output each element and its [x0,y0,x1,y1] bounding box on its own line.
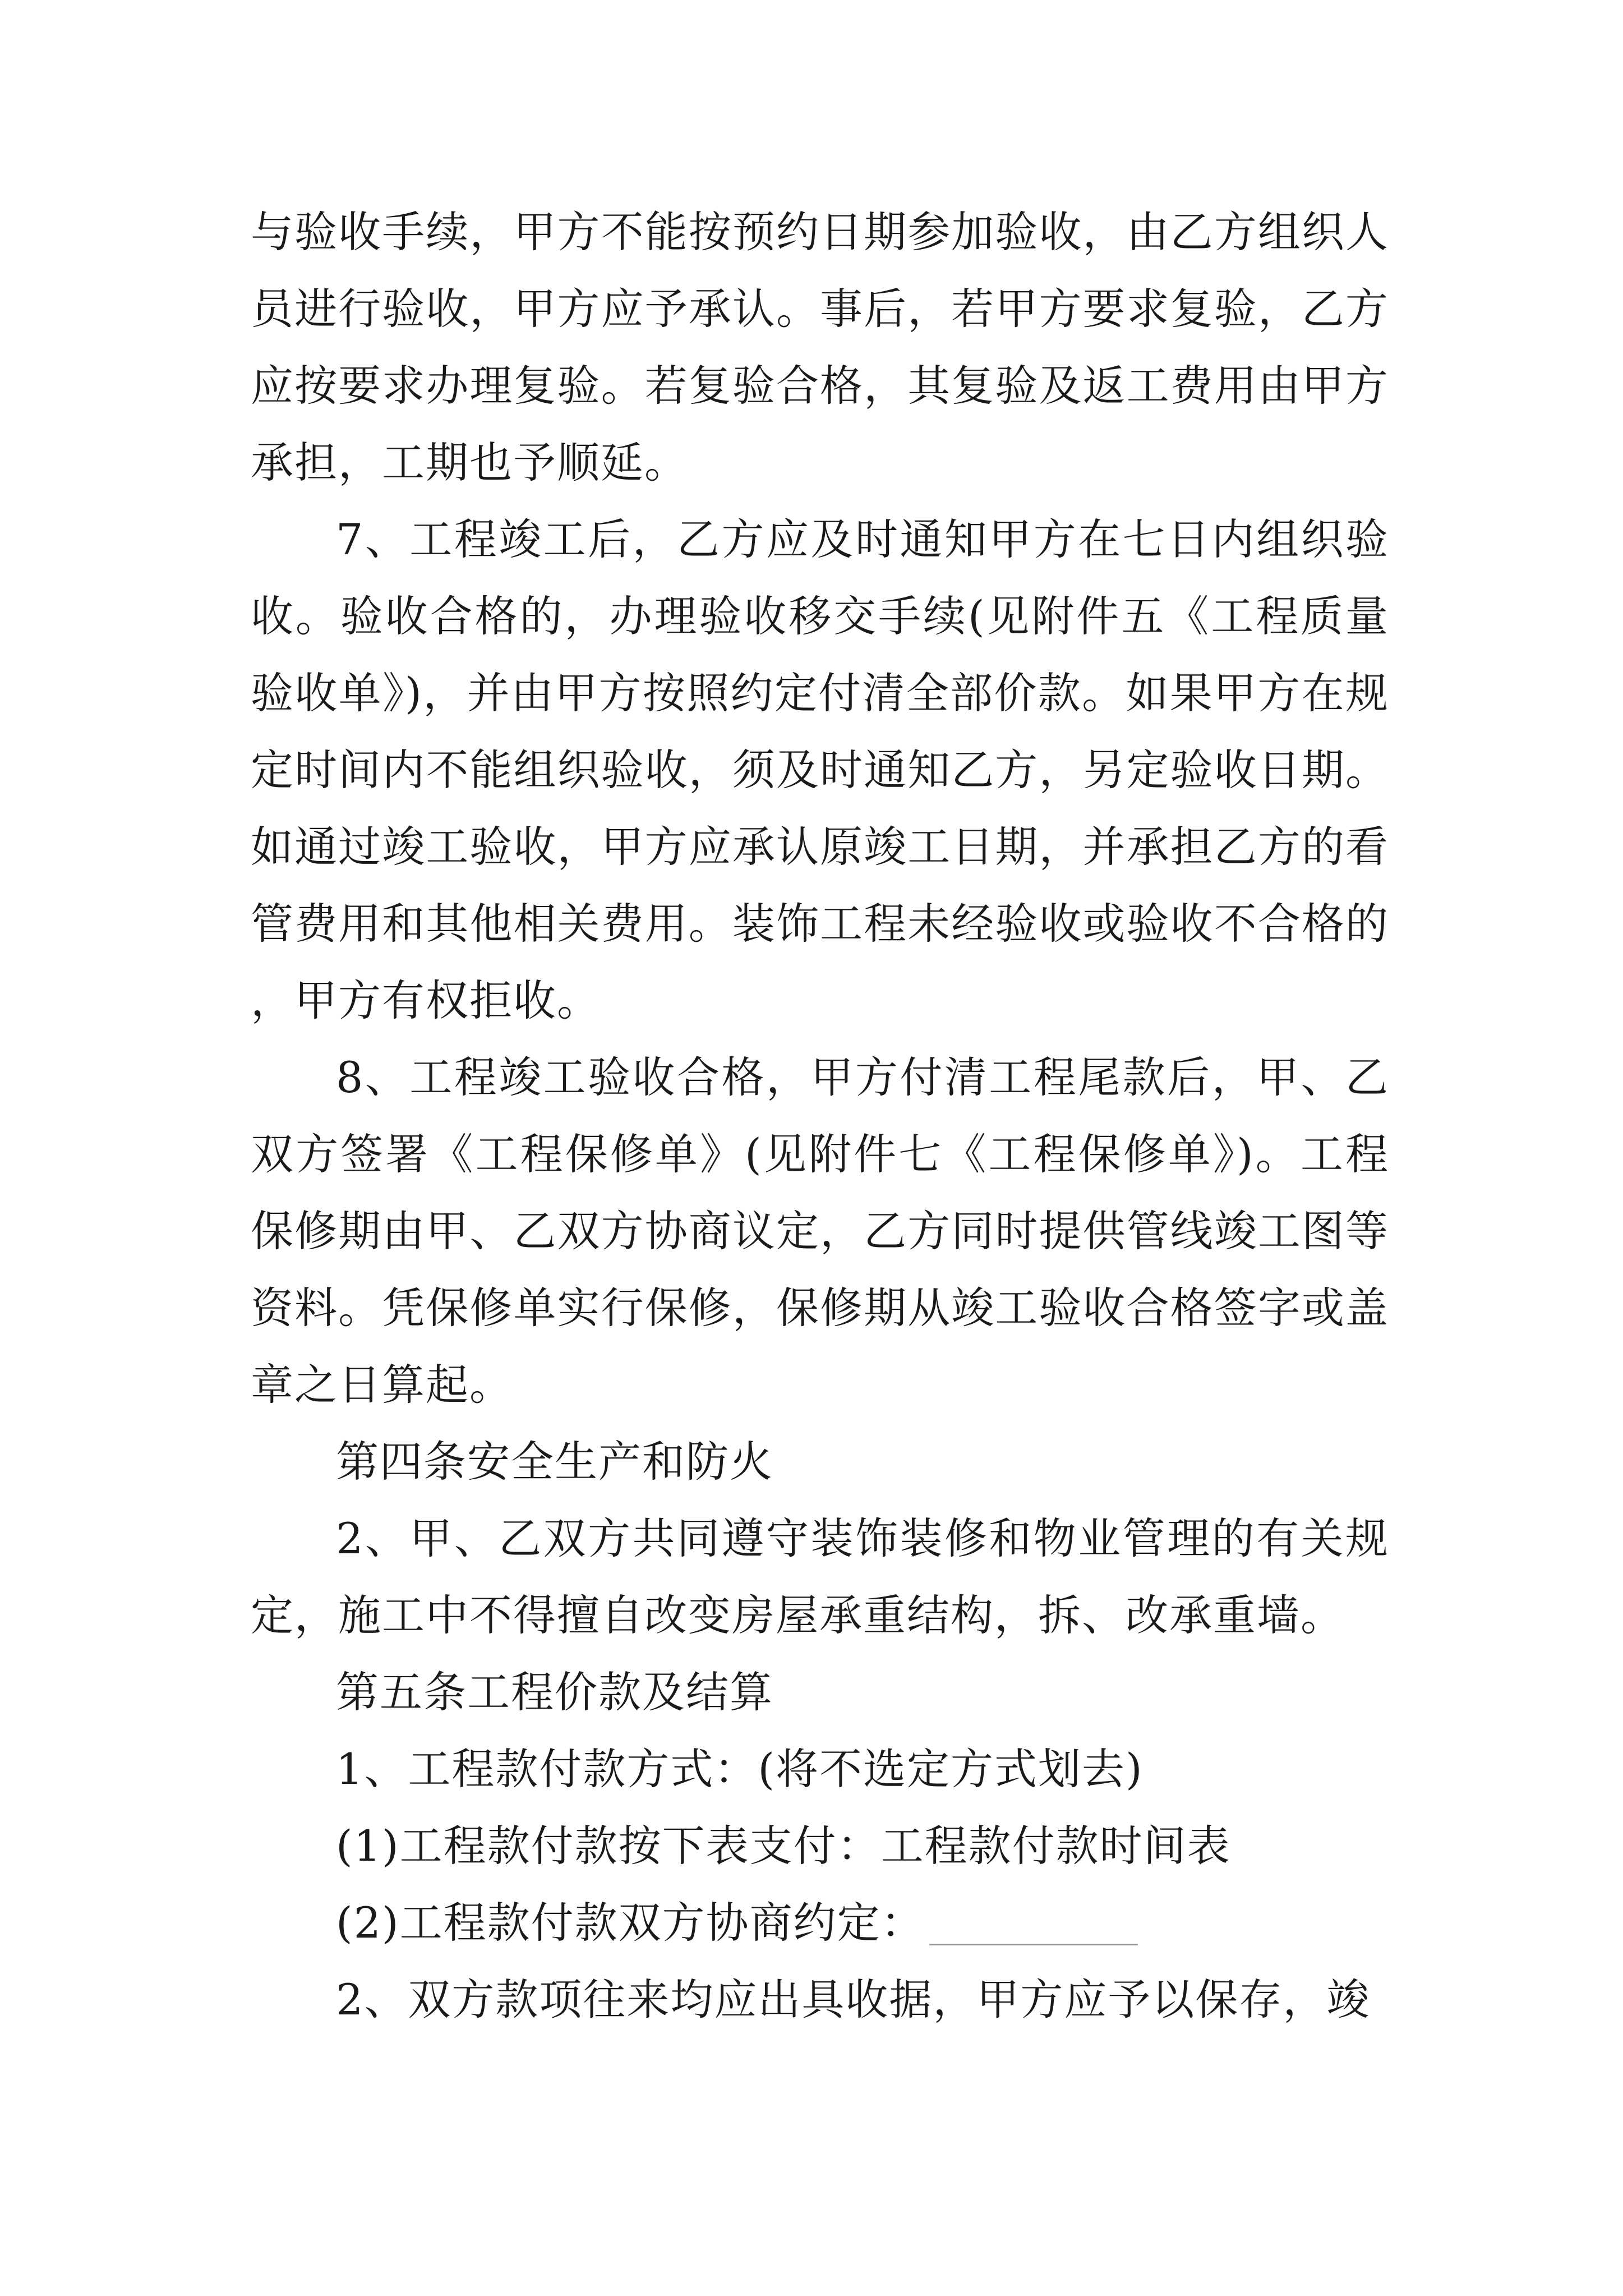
paragraph-article-4-item-2: 2、甲、乙双方共同遵守装饰装修和物业管理的有关规定，施工中不得擅自改变房屋承重结构，拆、改承重墙。 [251,1513,1389,1640]
section-heading-article-5: 第五条工程价款及结算 [336,1667,773,1717]
paragraph-payment-option-2 [251,1884,1389,1961]
document-body [251,194,1389,2038]
payment-option-2-label: (2)工程款付款双方协商约定： [336,1898,925,1948]
paragraph-payment-method: 1、工程款付款方式：(将不选定方式划去) [336,1744,1144,1794]
section-heading-article-4: 第四条安全生产和防火 [336,1437,773,1487]
paragraph-receipts-item-2: 2、双方款项往来均应出具收据，甲方应予以保存，竣 [336,1975,1371,2024]
paragraph-item-8: 8、工程竣工验收合格，甲方付清工程尾款后，甲、乙双方签署《工程保修单》(见附件七《工程保修单》)。工程保修期由甲、乙双方协商议定，乙方同时提供管线竣工图等资料。凭保修单实行保修，保修期从竣工验收合格签字或盖章之日算起。 [251,1052,1389,1410]
paragraph-acceptance-continuation: 与验收手续，甲方不能按预约日期参加验收，由乙方组织人员进行验收，甲方应予承认。事后，若甲方要求复验，乙方应按要求办理复验。若复验合格，其复验及返工费用由甲方承担，工期也予顺延。 [251,207,1389,487]
paragraph-item-7: 7、工程竣工后，乙方应及时通知甲方在七日内组织验收。验收合格的，办理验收移交手续(见附件五《工程质量验收单》)，并由甲方按照约定付清全部价款。如果甲方在规定时间内不能组织验收，须及时通知乙方，另定验收日期。如通过竣工验收，甲方应承认原竣工日期，并承担乙方的看管费用和其他相关费用。装饰工程未经验收或验收不合格的，甲方有权拒收。 [251,514,1389,1025]
fill-in-blank-line [929,1943,1138,1945]
paragraph-payment-option-1: (1)工程款付款按下表支付：工程款付款时间表 [336,1821,1231,1871]
